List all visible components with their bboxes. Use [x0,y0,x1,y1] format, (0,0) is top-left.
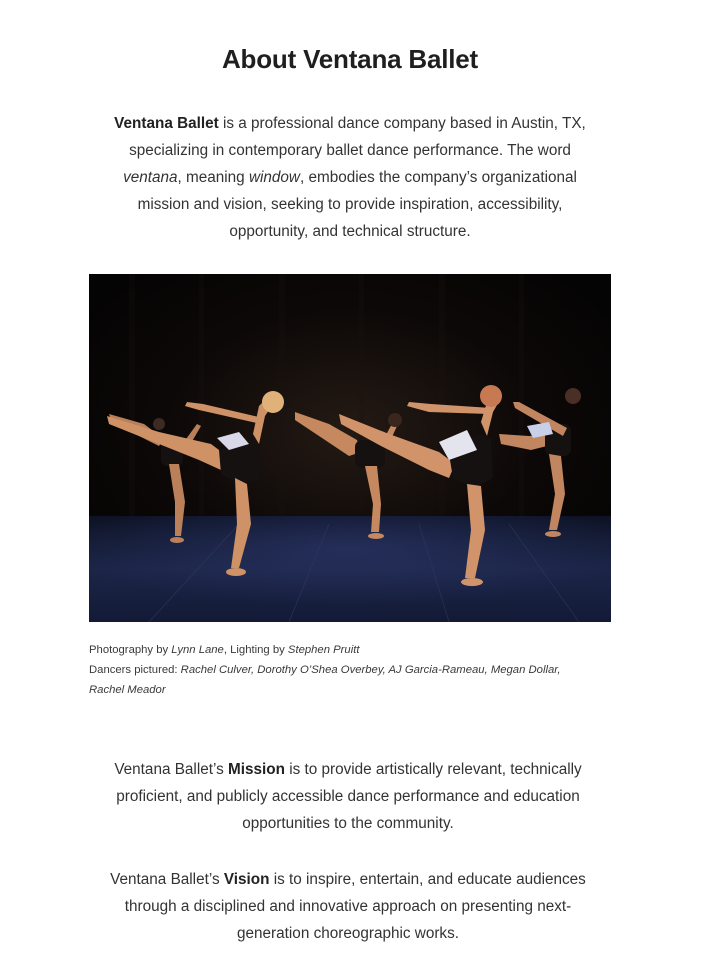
mission-text: is to provide artistically relevant, technically proficient, and publicly accessible dance performance and education opportunities to the community. [116,761,582,832]
vision-prefix: Ventana Ballet’s [110,871,224,888]
page-title: About Ventana Ballet [221,44,479,74]
dancers-credit-prefix: Dancers pictured: [89,664,181,676]
lighting-designer-name: Stephen Pruitt [287,644,360,656]
intro-text-1: is a professional dance company based in Austin, TX, specializing in contemporary ballet dance performance. The word [129,115,586,159]
intro-text-3: , embodies the company’s organizational mission and vision, seeking to provide inspiration, accessibility, opportunity, and technical structure. [137,169,577,240]
vision-text: is to inspire, entertain, and educate audiences through a disciplined and innovative approach on presenting next-generation choreographic works. [124,871,586,942]
word-ventana: ventana [123,169,178,186]
mission-statement [90,756,606,837]
photo-credit-prefix: Photography by [89,644,172,656]
photographer-name: Lynn Lane [171,644,224,656]
intro-paragraph [100,110,600,245]
mission-prefix: Ventana Ballet’s [114,761,228,778]
dancers-credit [89,660,589,700]
mission-label: Mission [228,761,285,778]
intro-text-2: , meaning [177,169,249,186]
company-name: Ventana Ballet [114,115,219,132]
photo-credit [89,640,589,660]
vision-label: Vision [223,871,270,888]
dancers-names: Rachel Culver, Dorothy O’Shea Overbey, AJ Garcia-Rameau, Megan Dollar, Rachel Meador [89,664,561,696]
word-window: window [248,169,300,186]
lighting-credit-prefix: , Lighting by [223,644,288,656]
vision-statement [90,866,606,947]
dancers-photo [89,274,611,622]
